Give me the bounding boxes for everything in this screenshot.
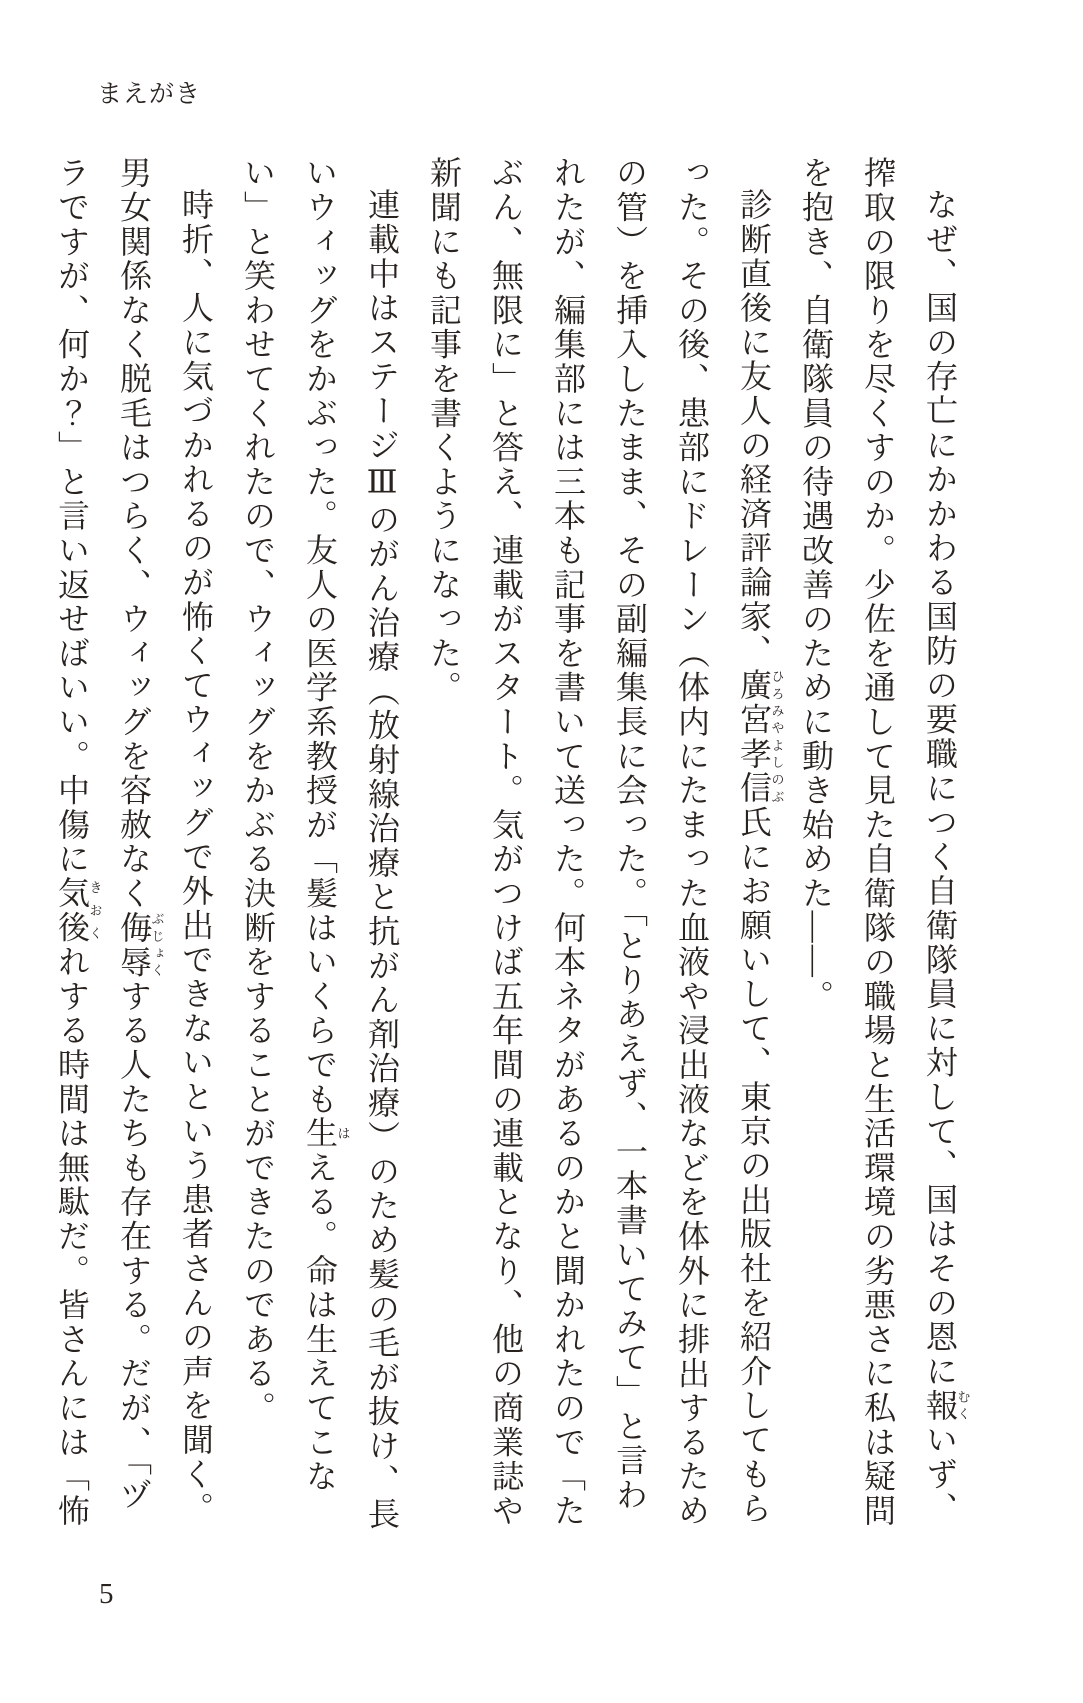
furigana-annotated-text: 生は xyxy=(302,1116,351,1151)
paragraph: 連載中はステージⅢのがん治療（放射線治療と抗がん剤治療）のため髪の毛が抜け、長いウィッグをかぶった。友人の医学系教授が「髪はいくらでも生はえる。命は生えてこない」と笑わせてくれたので、ウィッグをかぶる決断をすることができたのである。 xyxy=(240,156,400,1532)
paragraph: なぜ、国の存亡にかかわる国防の要職につく自衛隊員に対して、国はその恩に報むくいず、搾取の限りを尽くすのか。少佐を通して見た自衛隊の職場と生活環境の劣悪さに私は疑問を抱き、自衛隊員の待遇改善のために動き始めた——。 xyxy=(798,156,971,1528)
furigana-annotated-text: 報むく xyxy=(922,1388,971,1423)
text-block xyxy=(33,156,971,1534)
running-head: まえがき xyxy=(97,81,202,108)
furigana-annotated-text: 廣宮孝信ひろみやよしのぶ xyxy=(736,668,785,806)
paragraph: 診断直後に友人の経済評論家、廣宮孝信ひろみやよしのぶ氏にお願いして、東京の出版社を紹介してもらった。その後、患部にドレーン（体内にたまった血液や浸出液などを体外に排出するための管）を挿入したまま、その副編集長に会った。「とりあえず、一本書いてみて」と言われたが、編集部には三本も記事を書いて送った。何本ネタがあるのかと聞かれたので「たぶん、無限に」と答え、連載がスタート。気がつけば五年間の連載となり、他の商業誌や新聞にも記事を書くようになった。 xyxy=(426,156,785,1528)
furigana-annotated-text: 侮辱ぶじょく xyxy=(116,910,165,980)
paragraph: 時折、人に気づかれるのが怖くてウィッグで外出できないという患者さんの声を聞く。男女関係なく脱毛はつらく、ウィッグを容赦なく侮辱ぶじょくする人たちも存在する。だが、「ヅラですが、何か？」と言い返せばいい。中傷に気後きおくれする時間は無駄だ。皆さんには「怖 xyxy=(54,156,214,1529)
furigana-annotated-text: 気後きおく xyxy=(54,876,103,945)
page-number: 5 xyxy=(99,1578,114,1610)
